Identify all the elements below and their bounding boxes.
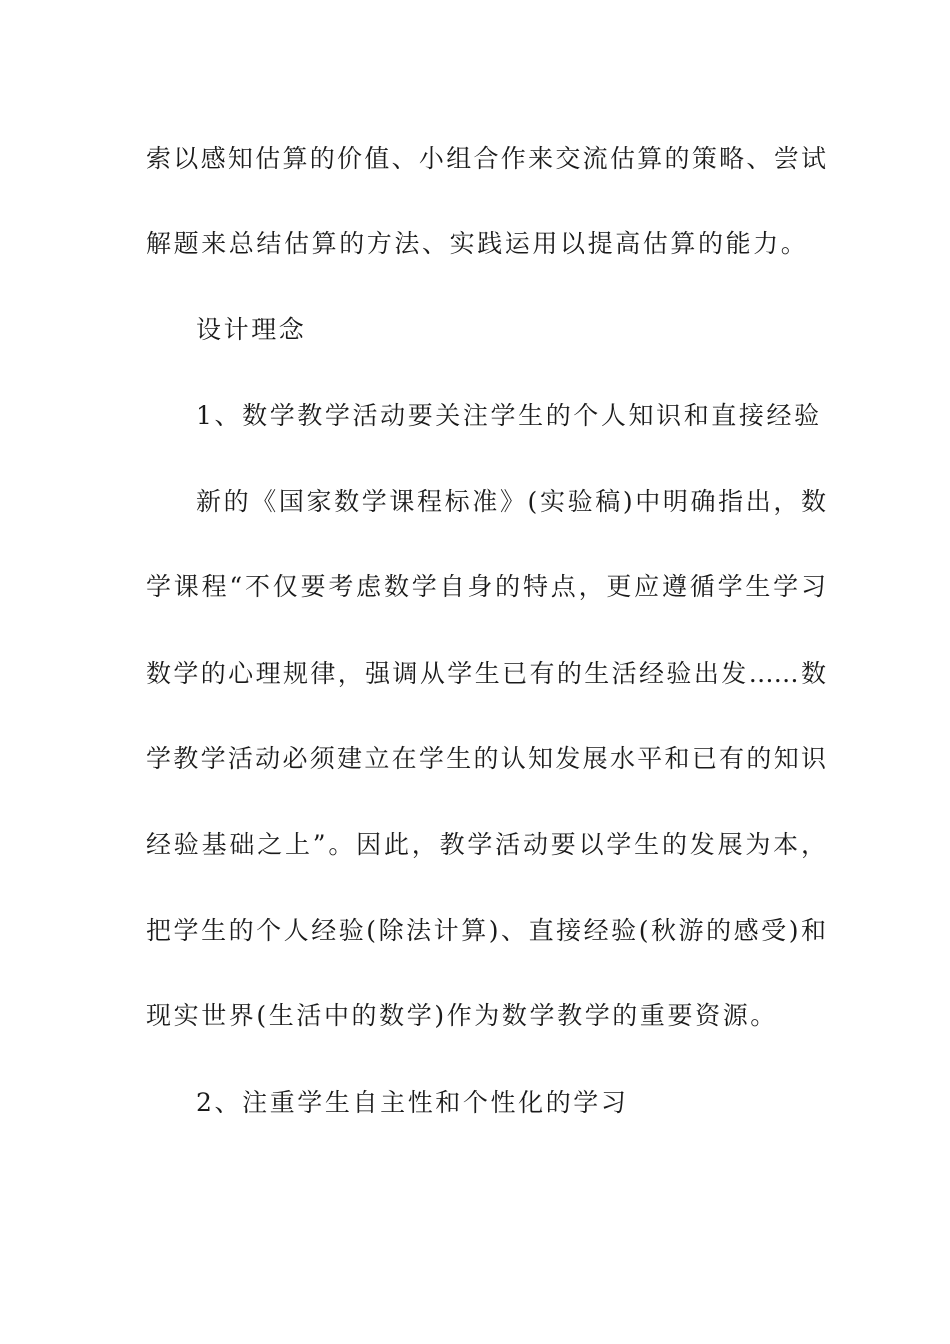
section-heading: 设计理念 (196, 315, 307, 344)
paragraph-line: 新的《国家数学课程标准》(实验稿)中明确指出，数 (196, 487, 826, 516)
paragraph-line: 把学生的个人经验(除法计算)、直接经验(秋游的感受)和 (146, 916, 826, 945)
paragraph-line: 索以感知估算的价值、小组合作来交流估算的策略、尝试 (146, 144, 826, 173)
paragraph-line: 解题来总结估算的方法、实践运用以提高估算的能力。 (146, 229, 809, 258)
paragraph-line: 数学的心理规律，强调从学生已有的生活经验出发……数 (146, 659, 826, 688)
subsection-heading: 2、注重学生自主性和个性化的学习 (196, 1088, 629, 1117)
paragraph-line: 学教学活动必须建立在学生的认知发展水平和已有的知识 (146, 744, 826, 773)
paragraph-line: 经验基础之上”。因此，教学活动要以学生的发展为本， (146, 830, 826, 859)
subsection-heading: 1、数学教学活动要关注学生的个人知识和直接经验 (196, 401, 822, 430)
paragraph-line: 现实世界(生活中的数学)作为数学教学的重要资源。 (146, 1001, 778, 1030)
paragraph-line: 学课程“不仅要考虑数学自身的特点，更应遵循学生学习 (146, 572, 826, 601)
